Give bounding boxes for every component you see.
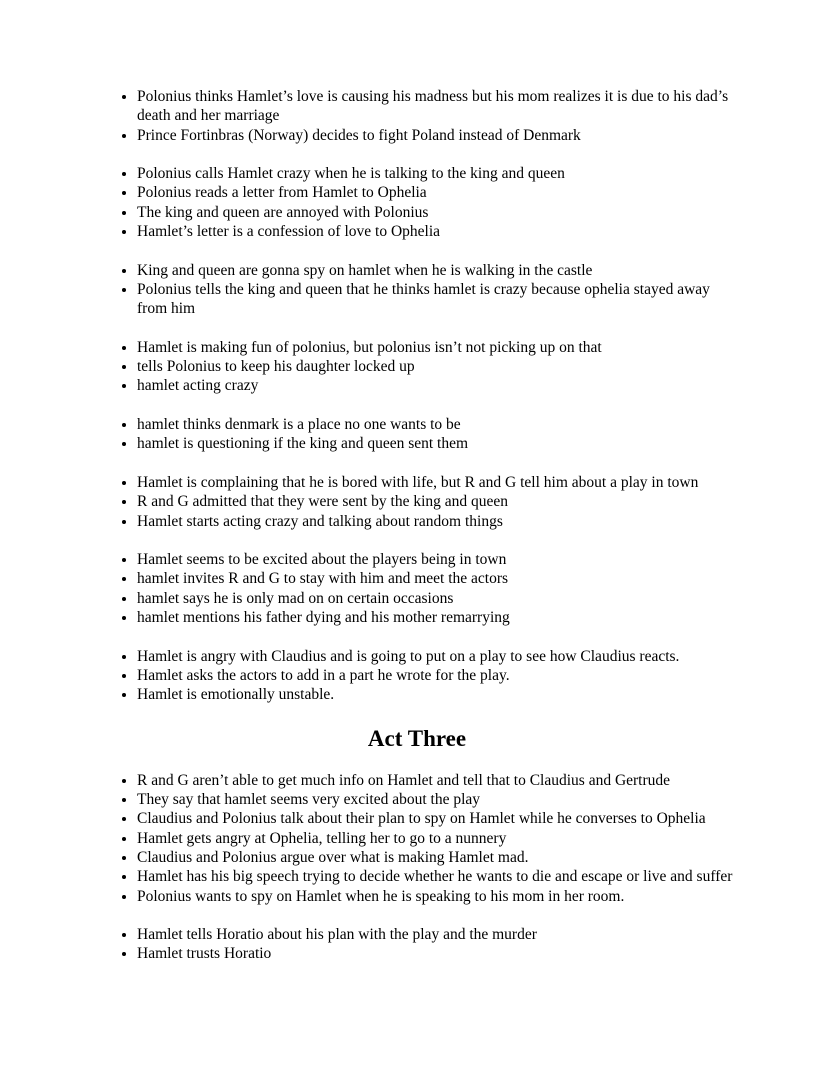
bullet-group	[96, 87, 738, 145]
bullet-group	[96, 550, 738, 627]
bullet-group	[96, 647, 738, 705]
list-item: • Hamlet gets angry at Ophelia, telling her to go to a nunnery	[137, 829, 738, 848]
list-item: • hamlet says he is only mad on on certain occasions	[137, 589, 738, 608]
list-item: • hamlet thinks denmark is a place no one wants to be	[137, 415, 738, 434]
list-item: • Polonius calls Hamlet crazy when he is talking to the king and queen	[137, 164, 738, 183]
document-content	[96, 87, 738, 964]
bullet-group	[96, 415, 738, 454]
bullet-group	[96, 473, 738, 531]
list-item: • hamlet mentions his father dying and his mother remarrying	[137, 608, 738, 627]
list-item: • Hamlet is making fun of polonius, but polonius isn’t not picking up on that	[137, 338, 738, 357]
list-item: • Hamlet starts acting crazy and talking about random things	[137, 512, 738, 531]
list-item: • Hamlet seems to be excited about the players being in town	[137, 550, 738, 569]
list-item: • hamlet invites R and G to stay with him and meet the actors	[137, 569, 738, 588]
list-item: • R and G admitted that they were sent by the king and queen	[137, 492, 738, 511]
list-item: • Hamlet asks the actors to add in a part he wrote for the play.	[137, 666, 738, 685]
list-item: • Claudius and Polonius argue over what is making Hamlet mad.	[137, 848, 738, 867]
bullet-group	[96, 925, 738, 964]
list-item: • They say that hamlet seems very excited about the play	[137, 790, 738, 809]
bullet-group	[96, 261, 738, 319]
list-item: • hamlet acting crazy	[137, 376, 738, 395]
list-item: • Polonius tells the king and queen that he thinks hamlet is crazy because ophelia stayed away from him	[137, 280, 738, 319]
list-item: • The king and queen are annoyed with Polonius	[137, 203, 738, 222]
bullet-group	[96, 771, 738, 906]
list-item: • tells Polonius to keep his daughter locked up	[137, 357, 738, 376]
list-item: • Claudius and Polonius talk about their plan to spy on Hamlet while he converses to Ophelia	[137, 809, 738, 828]
list-item: • Hamlet has his big speech trying to decide whether he wants to die and escape or live and suffer	[137, 867, 738, 886]
list-item: • Polonius reads a letter from Hamlet to Ophelia	[137, 183, 738, 202]
list-item: • Hamlet trusts Horatio	[137, 944, 738, 963]
list-item: • Hamlet is emotionally unstable.	[137, 685, 738, 704]
bullet-group	[96, 164, 738, 241]
list-item: • Polonius thinks Hamlet’s love is causing his madness but his mom realizes it is due to his dad’s death and her marriage	[137, 87, 738, 126]
list-item: • Hamlet’s letter is a confession of love to Ophelia	[137, 222, 738, 241]
bullet-group	[96, 338, 738, 396]
list-item: • Prince Fortinbras (Norway) decides to fight Poland instead of Denmark	[137, 126, 738, 145]
list-item: • R and G aren’t able to get much info on Hamlet and tell that to Claudius and Gertrude	[137, 771, 738, 790]
list-item: • hamlet is questioning if the king and queen sent them	[137, 434, 738, 453]
list-item: • King and queen are gonna spy on hamlet when he is walking in the castle	[137, 261, 738, 280]
act-three-heading: Act Three	[367, 725, 467, 751]
list-item: • Hamlet tells Horatio about his plan with the play and the murder	[137, 925, 738, 944]
list-item: • Hamlet is complaining that he is bored with life, but R and G tell him about a play in town	[137, 473, 738, 492]
list-item: • Polonius wants to spy on Hamlet when he is speaking to his mom in her room.	[137, 887, 738, 906]
list-item: • Hamlet is angry with Claudius and is going to put on a play to see how Claudius reacts.	[137, 647, 738, 666]
